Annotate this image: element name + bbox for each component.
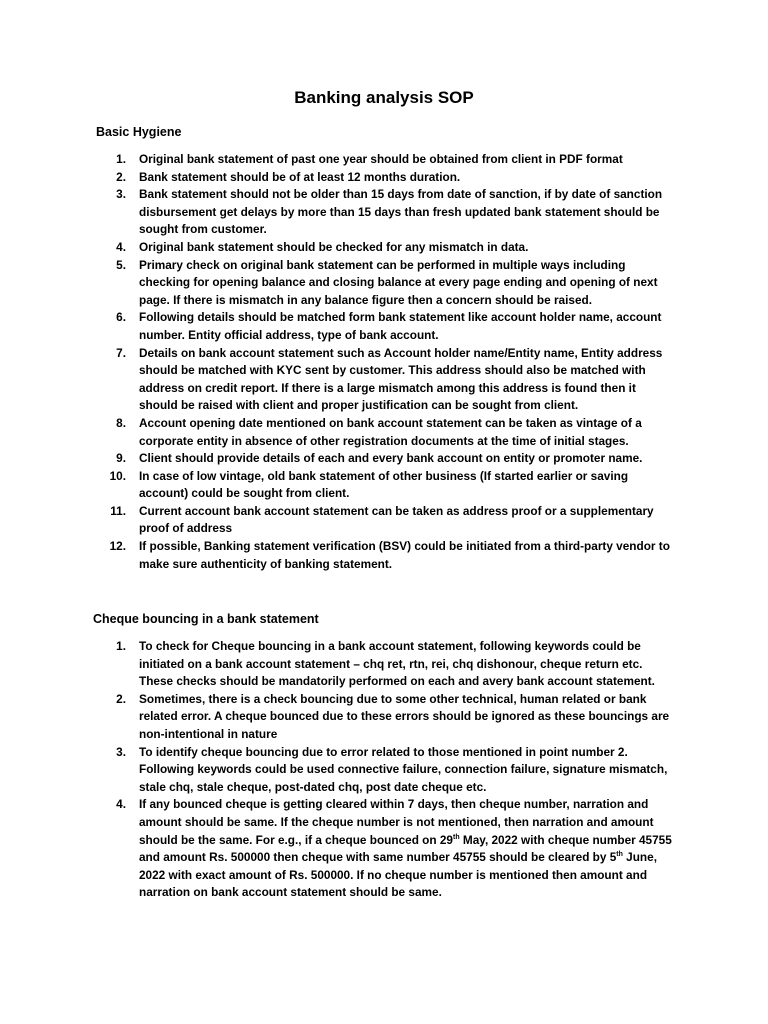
list-item: 11. Current account bank account statement can be taken as address proof or a supplementary proof of address <box>110 503 654 536</box>
list-item: 3. To identify cheque bouncing due to error related to those mentioned in point number 2. Following keywords could be used connective failure, connection failure, signature mismatch, stale chq, stale cheque, post-dated chq, post date cheque etc. <box>116 744 668 794</box>
list-item: 4. Original bank statement should be checked for any mismatch in data. <box>116 239 529 254</box>
list-item: 8. Account opening date mentioned on bank account statement can be taken as vintage of a corporate entity in absence of other registration documents at the time of initial stages. <box>116 415 642 448</box>
list-item: 10. In case of low vintage, old bank statement of other business (If started earlier or saving account) could be sought from client. <box>109 468 629 501</box>
cheque-bouncing-list <box>96 638 676 902</box>
list-item: 2. Sometimes, there is a check bouncing due to some other technical, human related or bank related error. A cheque bounced due to these errors should be ignored as these bouncings are non-intentional in nature <box>116 691 670 741</box>
list-item: 6. Following details should be matched form bank statement like account holder name, account number. Entity official address, type of bank account. <box>116 310 662 342</box>
list-item: 3. Bank statement should not be older than 15 days from date of sanction, if by date of sanction disbursement get delays by more than 15 days than fresh updated bank statement should be sought from customer. <box>116 187 663 237</box>
basic-hygiene-list <box>96 151 676 573</box>
list-item: 9. Client should provide details of each and every bank account on entity or promoter name. <box>116 451 643 466</box>
list-item: 2. Bank statement should be of at least 12 months duration. <box>116 169 461 184</box>
list-item: 4. If any bounced cheque is getting cleared within 7 days, then cheque number, narration and amount should be same. If the cheque number is not mentioned, then narration and amount should be the same. For e.g., if a cheque bounced on 29th May, 2022 with cheque number 45755 and amount Rs. 500000 then cheque with same number 45755 should be cleared by 5th June, 2022 with exact amount of Rs. 500000. If no cheque number is mentioned then amount and narration on bank account statement should be same. <box>116 797 672 900</box>
list-item: 5. Primary check on original bank statement can be performed in multiple ways including checking for opening balance and closing balance at every page ending and opening of next page. If there is mismatch in any balance figure then a concern should be raised. <box>116 257 658 307</box>
document-title: Banking analysis SOP <box>294 88 474 107</box>
list-item: 1. Original bank statement of past one year should be obtained from client in PDF format <box>116 152 623 166</box>
list-item: 12. If possible, Banking statement verification (BSV) could be initiated from a third-party vendor to make sure authenticity of banking statement. <box>109 539 670 571</box>
section-heading-cheque-bouncing: Cheque bouncing in a bank statement <box>93 612 319 626</box>
section-heading-basic-hygiene: Basic Hygiene <box>96 125 182 139</box>
list-item: 1. To check for Cheque bouncing in a bank account statement, following keywords could be initiated on a bank account statement – chq ret, rtn, rei, chq dishonour, cheque return etc. These checks should be mandatorily performed on each and avery bank account statement. <box>116 639 655 689</box>
list-item: 7. Details on bank account statement such as Account holder name/Entity name, Entity address should be matched with KYC sent by customer. This address should also be matched with address on credit report. If there is a large mismatch among this address is found then it should be raised with client and proper justification can be sought from client. <box>116 345 663 413</box>
